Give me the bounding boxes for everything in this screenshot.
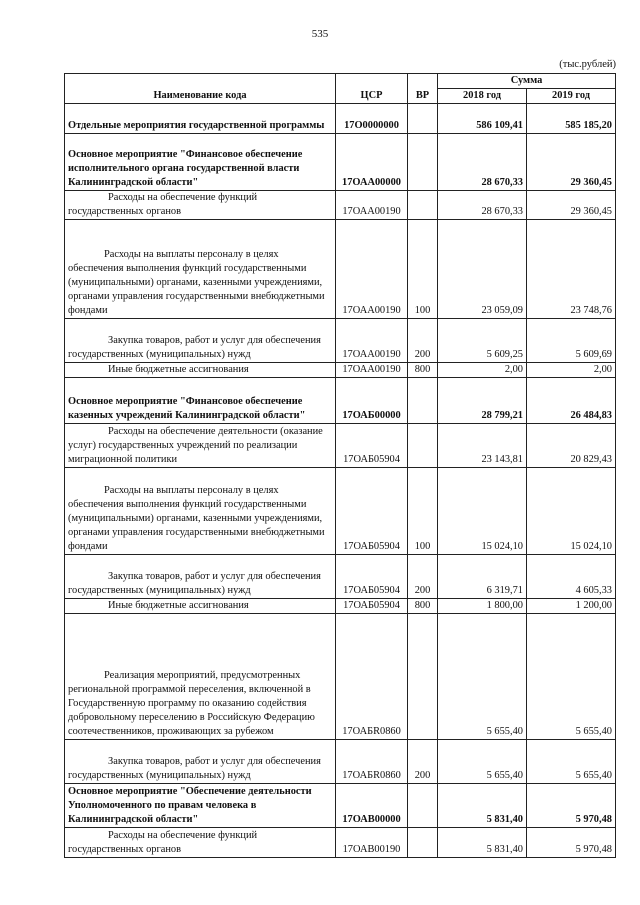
row-name: Основное мероприятие "Обеспечение деятельности Уполномоченного по правам человека в Калининградской области" bbox=[65, 784, 336, 828]
row-csr: 17ОАБ05904 bbox=[336, 599, 408, 614]
row-csr: 17ОАА00190 bbox=[336, 220, 408, 319]
row-csr: 17ОАА00190 bbox=[336, 191, 408, 220]
table-row bbox=[65, 784, 616, 828]
row-vr bbox=[408, 614, 438, 740]
table-row bbox=[65, 555, 616, 599]
row-sum-2019: 585 185,20 bbox=[527, 104, 616, 134]
row-name: Закупка товаров, работ и услуг для обеспечения государственных (муниципальных) нужд bbox=[65, 319, 336, 363]
row-name: Расходы на обеспечение функций государственных органов bbox=[65, 191, 336, 220]
row-name: Закупка товаров, работ и услуг для обеспечения государственных (муниципальных) нужд bbox=[65, 555, 336, 599]
row-sum-2019: 23 748,76 bbox=[527, 220, 616, 319]
row-name: Отдельные мероприятия государственной программы bbox=[65, 104, 336, 134]
row-name: Иные бюджетные ассигнования bbox=[65, 363, 336, 378]
row-csr: 17ОАА00190 bbox=[336, 363, 408, 378]
row-vr bbox=[408, 191, 438, 220]
row-name: Иные бюджетные ассигнования bbox=[65, 599, 336, 614]
row-csr: 17ОАБR0860 bbox=[336, 740, 408, 784]
row-sum-2018: 2,00 bbox=[438, 363, 527, 378]
table-row bbox=[65, 424, 616, 468]
header-year-2018: 2018 год bbox=[438, 89, 527, 104]
table-row bbox=[65, 191, 616, 220]
row-name: Закупка товаров, работ и услуг для обеспечения государственных (муниципальных) нужд bbox=[65, 740, 336, 784]
row-csr: 17ОАА00000 bbox=[336, 134, 408, 191]
row-vr bbox=[408, 424, 438, 468]
table-row bbox=[65, 828, 616, 858]
row-sum-2018: 5 831,40 bbox=[438, 828, 527, 858]
row-sum-2018: 586 109,41 bbox=[438, 104, 527, 134]
row-name: Реализация мероприятий, предусмотренных региональной программой переселения, включенной в Государственную программу по оказанию содействия добровольному переселению в Российскую Федерацию соотечественников, проживающих за рубежом bbox=[65, 614, 336, 740]
row-csr: 17ОАБR0860 bbox=[336, 614, 408, 740]
header-name: Наименование кода bbox=[65, 74, 336, 104]
row-sum-2018: 28 670,33 bbox=[438, 191, 527, 220]
row-vr: 800 bbox=[408, 363, 438, 378]
row-sum-2018: 5 831,40 bbox=[438, 784, 527, 828]
row-sum-2018: 28 670,33 bbox=[438, 134, 527, 191]
table-row bbox=[65, 599, 616, 614]
row-vr: 100 bbox=[408, 220, 438, 319]
row-name: Расходы на выплаты персоналу в целях обеспечения выполнения функций государственными (муниципальными) органами, казенными учреждениями, органами управления государственными внебюджетными фондами bbox=[65, 220, 336, 319]
row-sum-2019: 29 360,45 bbox=[527, 134, 616, 191]
budget-table bbox=[64, 73, 616, 858]
header-year-2019: 2019 год bbox=[527, 89, 616, 104]
row-sum-2018: 23 059,09 bbox=[438, 220, 527, 319]
row-sum-2019: 5 970,48 bbox=[527, 828, 616, 858]
row-sum-2018: 23 143,81 bbox=[438, 424, 527, 468]
row-sum-2019: 5 609,69 bbox=[527, 319, 616, 363]
row-name: Основное мероприятие "Финансовое обеспечение исполнительного органа государственной власти Калининградской области" bbox=[65, 134, 336, 191]
row-sum-2019: 26 484,83 bbox=[527, 378, 616, 424]
row-csr: 17ОАБ00000 bbox=[336, 378, 408, 424]
units-label: (тыс.рублей) bbox=[559, 59, 616, 70]
row-sum-2019: 5 655,40 bbox=[527, 614, 616, 740]
row-sum-2019: 29 360,45 bbox=[527, 191, 616, 220]
row-name: Расходы на обеспечение деятельности (оказание услуг) государственных учреждений по реализации миграционной политики bbox=[65, 424, 336, 468]
page-number: 535 bbox=[311, 28, 329, 40]
table-row bbox=[65, 363, 616, 378]
row-sum-2019: 15 024,10 bbox=[527, 468, 616, 555]
row-sum-2018: 5 655,40 bbox=[438, 614, 527, 740]
header-sum: Сумма bbox=[438, 74, 616, 89]
row-sum-2019: 2,00 bbox=[527, 363, 616, 378]
row-name: Расходы на обеспечение функций государственных органов bbox=[65, 828, 336, 858]
row-csr: 17ОАБ05904 bbox=[336, 468, 408, 555]
header-vr: ВР bbox=[408, 74, 438, 104]
table-row bbox=[65, 104, 616, 134]
row-sum-2019: 1 200,00 bbox=[527, 599, 616, 614]
row-csr: 17ОАВ00000 bbox=[336, 784, 408, 828]
table-body bbox=[65, 104, 616, 858]
row-sum-2018: 6 319,71 bbox=[438, 555, 527, 599]
row-csr: 17О0000000 bbox=[336, 104, 408, 134]
row-name: Расходы на выплаты персоналу в целях обеспечения выполнения функций государственными (муниципальными) органами, казенными учреждениями, органами управления государственными внебюджетными фондами bbox=[65, 468, 336, 555]
row-csr: 17ОАБ05904 bbox=[336, 424, 408, 468]
header-csr: ЦСР bbox=[336, 74, 408, 104]
row-vr: 200 bbox=[408, 555, 438, 599]
row-sum-2018: 5 609,25 bbox=[438, 319, 527, 363]
table-row bbox=[65, 614, 616, 740]
table-row bbox=[65, 134, 616, 191]
table-row bbox=[65, 468, 616, 555]
row-vr bbox=[408, 104, 438, 134]
row-vr: 200 bbox=[408, 319, 438, 363]
row-vr bbox=[408, 828, 438, 858]
row-csr: 17ОАБ05904 bbox=[336, 555, 408, 599]
row-sum-2019: 4 605,33 bbox=[527, 555, 616, 599]
row-name: Основное мероприятие "Финансовое обеспечение казенных учреждений Калининградской области" bbox=[65, 378, 336, 424]
row-sum-2018: 1 800,00 bbox=[438, 599, 527, 614]
row-vr bbox=[408, 134, 438, 191]
table-row bbox=[65, 378, 616, 424]
row-vr bbox=[408, 784, 438, 828]
row-sum-2019: 5 970,48 bbox=[527, 784, 616, 828]
row-sum-2018: 28 799,21 bbox=[438, 378, 527, 424]
row-sum-2019: 20 829,43 bbox=[527, 424, 616, 468]
table-row bbox=[65, 220, 616, 319]
row-sum-2018: 5 655,40 bbox=[438, 740, 527, 784]
row-vr: 200 bbox=[408, 740, 438, 784]
row-vr: 800 bbox=[408, 599, 438, 614]
row-csr: 17ОАВ00190 bbox=[336, 828, 408, 858]
row-sum-2019: 5 655,40 bbox=[527, 740, 616, 784]
row-vr bbox=[408, 378, 438, 424]
table-row bbox=[65, 740, 616, 784]
row-sum-2018: 15 024,10 bbox=[438, 468, 527, 555]
row-vr: 100 bbox=[408, 468, 438, 555]
table-row bbox=[65, 319, 616, 363]
row-csr: 17ОАА00190 bbox=[336, 319, 408, 363]
